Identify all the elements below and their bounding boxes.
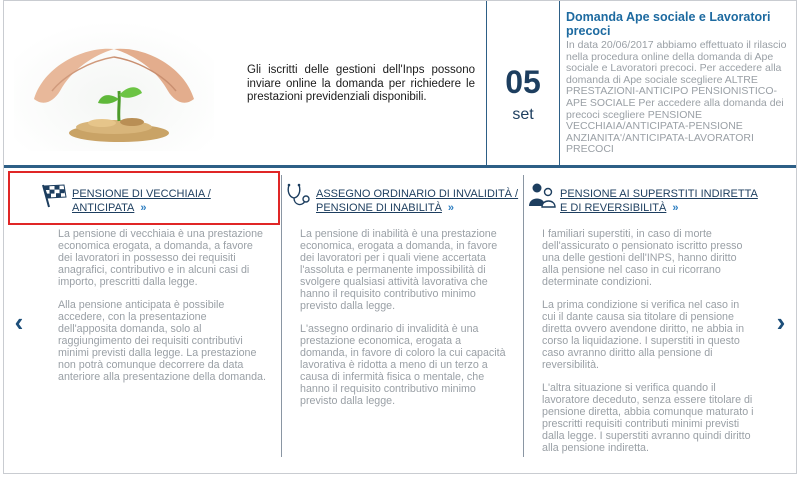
top-band (4, 1, 796, 168)
carousel-card-superstiti (524, 171, 774, 461)
card-title-line2: E DI REVERSIBILITÀ (560, 202, 667, 214)
card-paragraph: I familiari superstiti, in caso di morte dell'assicurato o pensionato iscritto presso una delle gestioni dell'INPS, hanno diritto alla pensione nel caso in cui ricorrano determinate condizioni. (542, 228, 743, 288)
card-paragraph: La pensione di vecchiaia è una prestazione economica erogata, a domanda, a favore dei lavoratori in possesso dei requisiti anagrafici, contributivo e in alcuni casi di importo, prescritti dalla legge. (58, 228, 263, 288)
card-title-line1: PENSIONE DI VECCHIAIA / (72, 188, 211, 200)
card-description (542, 228, 754, 465)
card-paragraph: L'assegno ordinario di invalidità è una prestazione economica, erogata a domanda, in favore di coloro la cui capacità lavorativa è ridotta a meno di un terzo a causa di infermità fisica o mentale, che hanno il requisito contributivo minimo previsto dalla legge. (300, 323, 506, 407)
carousel-prev-icon[interactable]: ‹ (14, 307, 24, 337)
card-paragraph: La pensione di inabilità è una prestazione economica, erogata a domanda, in favore dei lavoratori per i quali viene accertata l'assoluta e permanente impossibilità di svolgere qualsiasi attività lavorativa che hanno il requisito contributivo minimo previsto dalla legge. (300, 228, 498, 312)
card-title-link[interactable] (316, 187, 518, 215)
card-header (40, 181, 276, 215)
carousel-card-vecchiaia (4, 171, 282, 461)
checkered-flag-icon (40, 181, 68, 209)
news-date (487, 1, 559, 166)
stethoscope-icon (284, 181, 312, 209)
chevron-right-icon: » (672, 202, 679, 214)
card-title-line2: ANTICIPATA (72, 202, 135, 214)
news-body: In data 20/06/2017 abbiamo effettuato il rilascio nella procedura online della domanda di Ape sociale e Lavoratori precoci. Per accedere alla domanda di Ape sociale scegliere ALTRE PRESTAZIONI-ANTICIPO PENSIONISTICO-APE SOCIALE Per accedere alla domanda dei precoci scegliere PENSIONE VECCHIAIA/ANTICIPATA-PENSIONE ANZIANITA'/ANTICIPATA-LAVORATORI PRECOCI (566, 39, 787, 156)
chevron-right-icon: » (447, 202, 455, 214)
family-icon (528, 181, 556, 209)
card-paragraph: La prima condizione si verifica nel caso in cui il dante causa sia titolare di pensione diretta ovvero avendone diritto, ne abbia in corso la liquidazione. I superstiti in questo caso avranno diritto alla pensione di reversibilità. (542, 299, 745, 371)
services-carousel (4, 171, 796, 471)
chevron-right-icon: » (140, 202, 147, 214)
date-day: 05 (505, 64, 541, 100)
card-title-link[interactable] (560, 187, 758, 215)
divider (559, 1, 560, 166)
card-title-line1: ASSEGNO ORDINARIO DI INVALIDITÀ / (316, 188, 519, 200)
card-title-link[interactable] (72, 187, 211, 215)
news-title[interactable]: Domanda Ape sociale e Lavoratori precoci (566, 10, 771, 38)
card-paragraph: L'altra situazione si verifica quando il lavoratore deceduto, senza essere titolare di pensione diretta, abbia comunque maturato i prescritti requisiti contributi minimi previsti dalla legge. I superstiti avranno quindi diritto alla pensione indiretta. (542, 382, 754, 454)
page-frame (3, 0, 797, 474)
card-header (284, 181, 524, 215)
intro-text: Gli iscritti delle gestioni dell'Inps possono inviare online la domanda per richiedere le prestazioni previdenziali disponibili. (247, 64, 475, 103)
card-paragraph: Alla pensione anticipata è possibile accedere, con la presentazione dell'apposita domanda, solo al raggiungimento dei requisiti contributivi minimi previsti dalla legge. La prestazione non potrà comunque decorrere da data anteriore alla presentazione della domanda. (58, 299, 266, 383)
hands-protecting-coins-image (14, 21, 214, 151)
card-title-line2: PENSIONE DI INABILITÀ (316, 202, 442, 214)
carousel-next-icon[interactable]: › (776, 307, 786, 337)
news-item (566, 10, 788, 156)
carousel-card-invalidita (282, 171, 524, 461)
date-month: set (512, 106, 534, 123)
card-title-line1: PENSIONE AI SUPERSTITI INDIRETTA (560, 188, 758, 200)
card-description (300, 228, 506, 418)
card-description (58, 228, 266, 394)
card-header (528, 181, 774, 215)
